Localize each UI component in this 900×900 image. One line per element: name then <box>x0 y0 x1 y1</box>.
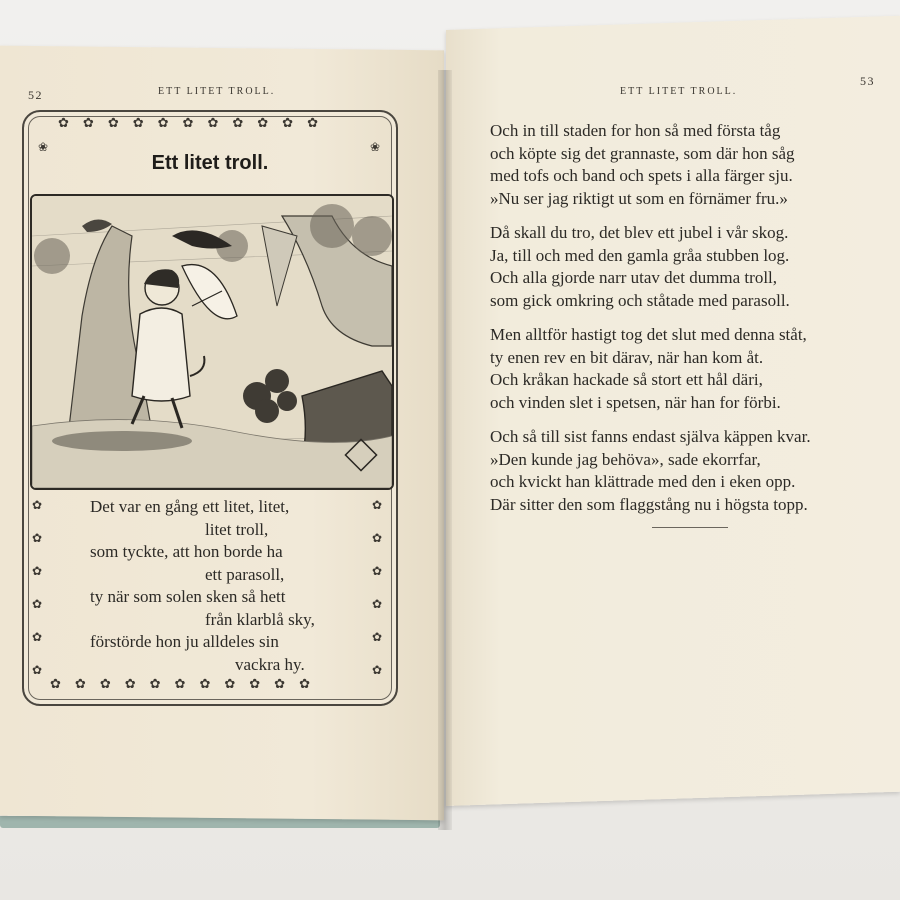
flower-corner-top-right: ❀ <box>370 140 381 154</box>
flower-border-top: ✿ ✿ ✿ ✿ ✿ ✿ ✿ ✿ ✿ ✿ ✿ <box>58 115 318 130</box>
right-running-head: ETT LITET TROLL. <box>620 86 738 97</box>
flower-border-bottom: ✿ ✿ ✿ ✿ ✿ ✿ ✿ ✿ ✿ ✿ ✿ <box>50 676 310 691</box>
poem-line: ty enen rev en bit därav, när han kom åt. <box>490 347 764 367</box>
poem-line: Då skall du tro, det blev ett jubel i vår skog. <box>490 223 789 242</box>
poem-line: vackra hy. <box>235 654 305 674</box>
stanza <box>490 324 890 414</box>
poem-line: Ja, till och med den gamla gråa stubben log. <box>490 245 790 265</box>
book-gutter <box>438 70 452 830</box>
poem-line: ty när som solen sken så hett <box>90 587 286 606</box>
poem-line: Och kråkan hackade så stort ett hål däri, <box>490 370 763 389</box>
poem-line: »Nu ser jag riktigt ut som en förnämer fru.» <box>490 188 788 208</box>
left-page-number: 52 <box>28 88 43 102</box>
poem-line: ett parasoll, <box>205 564 285 584</box>
flower-border-right: ✿ ✿ ✿ ✿ ✿ ✿ <box>372 498 383 677</box>
right-page-number: 53 <box>860 74 875 88</box>
poem-line: Och så till sist fanns endast själva käppen kvar. <box>490 427 811 446</box>
poem-line: Det var en gång ett litet, litet, <box>90 497 290 516</box>
poem-line: Och in till staden for hon så med första tåg <box>490 121 781 140</box>
poem-line: Och alla gjorde narr utav det dumma troll, <box>490 268 778 287</box>
poem-line: från klarblå sky, <box>205 609 315 629</box>
end-rule <box>652 527 728 528</box>
poem-line: »Den kunde jag behöva», sade ekorrfar, <box>490 449 761 469</box>
stanza <box>490 120 890 210</box>
flower-border-left: ✿ ✿ ✿ ✿ ✿ ✿ <box>32 498 43 677</box>
right-poem-text <box>490 120 890 528</box>
left-poem-text <box>80 496 340 676</box>
poem-title: Ett litet troll. <box>151 152 269 174</box>
poem-line: Där sitter den som flaggstång nu i högsta topp. <box>490 494 808 514</box>
poem-line: och köpte sig det grannaste, som där hon såg <box>490 143 795 163</box>
stanza <box>490 426 890 516</box>
left-running-head: ETT LITET TROLL. <box>158 86 276 97</box>
poem-line: som tyckte, att hon borde ha <box>90 542 283 561</box>
poem-line: som gick omkring och ståtade med parasoll. <box>490 290 790 310</box>
poem-line: med tofs och band och spets i alla färger sju. <box>490 166 793 185</box>
stanza <box>490 222 890 312</box>
poem-line: litet troll, <box>205 519 269 539</box>
flower-corner-top-left: ❀ <box>38 140 49 154</box>
poem-line: Men alltför hastigt tog det slut med denna ståt, <box>490 325 807 344</box>
poem-line: och kvickt han klättrade med den i eken opp. <box>490 472 796 491</box>
poem-line: förstörde hon ju alldeles sin <box>90 632 279 651</box>
poem-line: och vinden slet i spetsen, när han for förbi. <box>490 392 781 412</box>
troll-with-parasol-illustration <box>30 194 394 490</box>
